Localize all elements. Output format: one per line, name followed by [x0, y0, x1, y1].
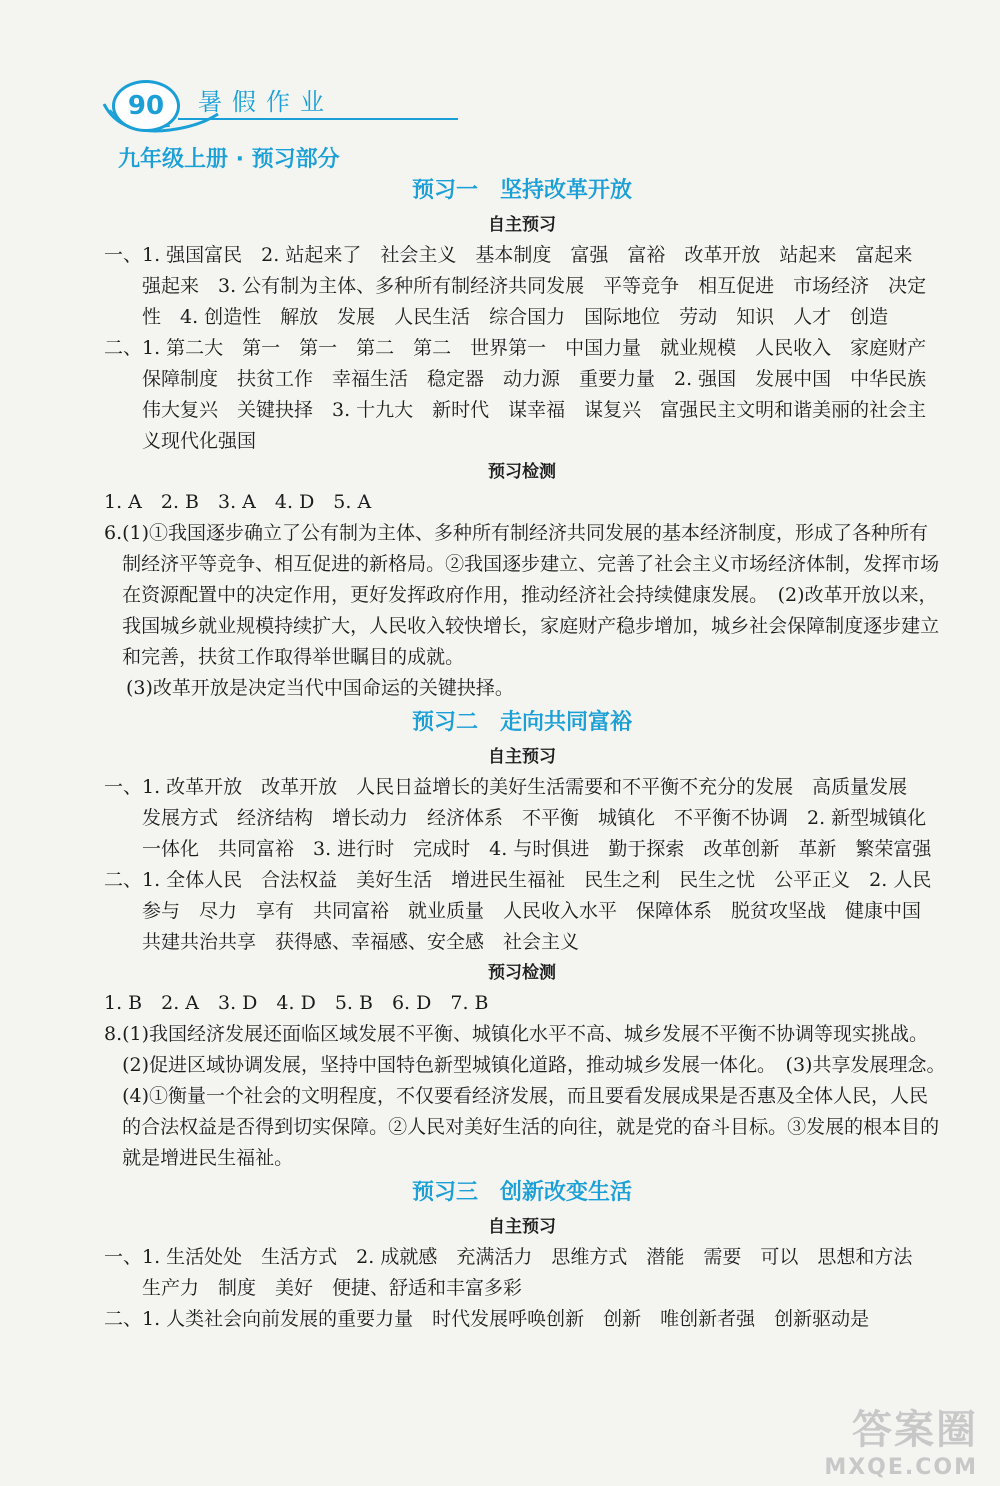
item-marker: 二、: [104, 1308, 143, 1330]
item-text: 1. 生活处处 生活方式 2. 成就感 充满活力 思维方式 潜能 需要 可以 思想和方法 生产力 制度 美好 便捷、舒适和丰富多彩: [142, 1246, 932, 1299]
header-title: 暑假作业: [198, 88, 334, 116]
item-marker: 6.: [104, 522, 123, 544]
answer-item: [104, 333, 946, 457]
self-preview-heading: 自主预习: [488, 215, 556, 235]
self-preview-heading: 自主预习: [488, 1217, 556, 1237]
item-marker: 二、: [104, 337, 143, 359]
item-marker: 一、: [104, 244, 143, 266]
choice-answers: 1. B 2. A 3. D 4. D 5. B 6. D 7. B: [104, 992, 489, 1014]
lesson-title: 预习三 创新改变生活: [411, 1180, 632, 1205]
item-marker: 二、: [104, 869, 143, 891]
answer-item: [104, 1242, 940, 1304]
header-divider: [178, 118, 458, 120]
answer-item: [104, 1304, 940, 1335]
item-text: 1. 强国富民 2. 站起来了 社会主义 基本制度 富强 富裕 改革开放 站起来 富起来 强起来 3. 公有制为主体、多种所有制经济共同发展 平等竞争 相互促进 市场经济 决定性 4. 创造性 解放 发展 人民生活 综合国力 国际地位 劳动 知识 人才 创造: [142, 244, 932, 328]
watermark-top: 答案圈: [852, 1407, 978, 1453]
lesson-title: 预习二 走向共同富裕: [411, 710, 632, 735]
section-label: 九年级上册 · 预习部分: [118, 147, 340, 172]
answer-item: [104, 865, 951, 958]
item-text: 1. 改革开放 改革开放 人民日益增长的美好生活需要和不平衡不充分的发展 高质量发展 发展方式 经济结构 增长动力 经济体系 不平衡 城镇化 不平衡不协调 2. 新型城镇化 一体化 共同富裕 3. 进行时 完成时 4. 与时俱进 勤于探索 改革创新 革新 繁荣富强: [142, 776, 946, 860]
self-preview-heading: 自主预习: [488, 747, 556, 767]
answer-tail: (3)改革开放是决定当代中国命运的关键抉择。: [126, 677, 514, 699]
check-heading: 预习检测: [488, 462, 556, 482]
page-header: [100, 70, 370, 140]
answer-item: [104, 518, 940, 673]
item-marker: 8.: [104, 1023, 123, 1045]
item-text: (1)①我国逐步确立了公有制为主体、多种所有制经济共同发展的基本经济制度，形成了各种所有制经济平等竞争、相互促进的新格局。②我国逐步建立、完善了社会主义市场经济体制，发挥市场在资源配置中的决定作用，更好发挥政府作用，推动经济社会持续健康发展。 (2)改革开放以来，我国城乡就业规模持续扩大，人民收入较快增长，家庭财产稳步增加，城乡社会保障制度逐步建立和完善，扶贫工作取得举世瞩目的成就。: [122, 522, 940, 668]
page-number: 90: [112, 80, 180, 132]
watermark-logo: [824, 1398, 978, 1480]
watermark-bottom: MXQE.COM: [824, 1455, 978, 1480]
answer-content: [104, 172, 955, 1335]
check-heading: 预习检测: [488, 963, 556, 983]
item-marker: 一、: [104, 1246, 143, 1268]
answer-item: [104, 240, 940, 333]
item-text: (1)我国经济发展还面临区域发展不平衡、城镇化水平不高、城乡发展不平衡不协调等现实挑战。 (2)促进区域协调发展，坚持中国特色新型城镇化道路，推动城乡发展一体化。 (3)共享发展理念。 (4)①衡量一个社会的文明程度，不仅要看经济发展，而且要看发展成果是否惠及全体人民，人民的合法权益是否得到切实保障。②人民对美好生活的向往，就是党的奋斗目标。③发展的根本目的就是增进民生福祉。: [122, 1023, 955, 1169]
item-text: 1. 第二大 第一 第一 第二 第二 世界第一 中国力量 就业规模 人民收入 家庭财产 保障制度 扶贫工作 幸福生活 稳定器 动力源 重要力量 2. 强国 发展中国 中华民族伟大复兴 关键抉择 3. 十九大 新时代 谋幸福 谋复兴 富强民主文明和谐美丽的社会主义现代化强国: [142, 337, 946, 452]
item-text: 1. 人类社会向前发展的重要力量 时代发展呼唤创新 创新 唯创新者强 创新驱动是: [142, 1308, 870, 1330]
item-text: 1. 全体人民 合法权益 美好生活 增进民生福祉 民生之利 民生之忧 公平正义 2. 人民 参与 尽力 享有 共同富裕 就业质量 人民收入水平 保障体系 脱贫攻坚战 健康中国 共建共治共享 获得感、幸福感、安全感 社会主义: [142, 869, 951, 953]
lesson-title: 预习一 坚持改革开放: [411, 178, 632, 203]
choice-answers: 1. A 2. B 3. A 4. D 5. A: [104, 491, 372, 513]
answer-item: [104, 1019, 955, 1174]
item-marker: 一、: [104, 776, 143, 798]
answer-item: [104, 772, 946, 865]
